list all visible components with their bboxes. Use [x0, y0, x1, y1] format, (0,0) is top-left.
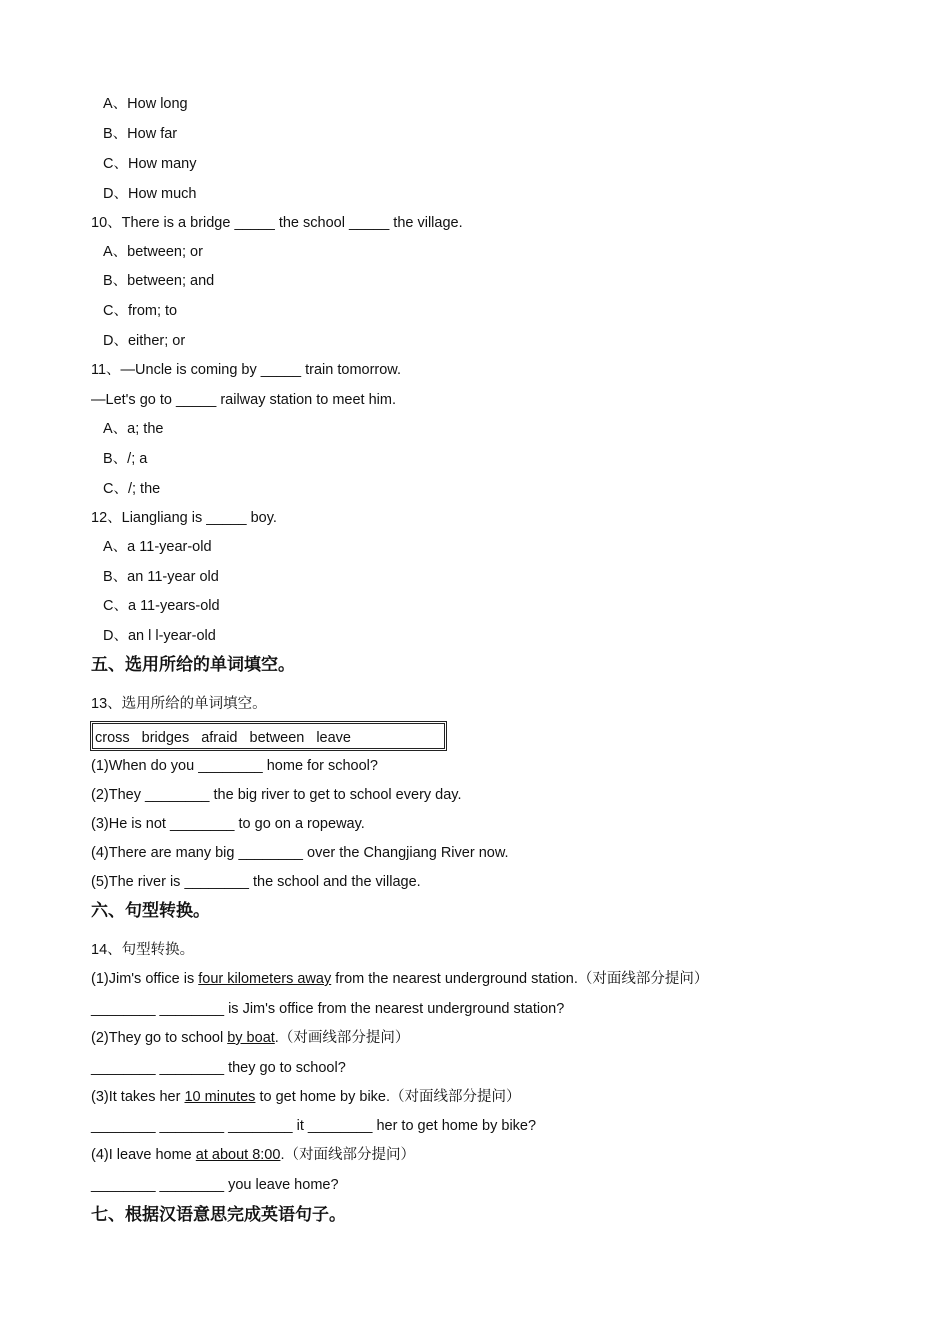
word-bank — [95, 728, 363, 748]
q12-option-a: A、a 11-year-old — [103, 539, 212, 555]
q13-item-1: (1)When do you ________ home for school? — [91, 758, 378, 774]
underlined-phrase: four kilometers away — [198, 971, 332, 987]
q10-option-b: B、between; and — [103, 273, 215, 289]
q13-item-3: (3)He is not ________ to go on a ropeway. — [91, 816, 365, 832]
q10-option-a: A、between; or — [103, 244, 203, 260]
q9-option-d: D、How much — [103, 186, 197, 202]
q14-item-1: (1)Jim's office is four kilometers away from the nearest underground station.（对面线部分提问） — [91, 971, 709, 987]
q10-question: 10、There is a bridge _____ the school _____ the village. — [91, 215, 463, 231]
q14-item-2: (2)They go to school by boat.（对画线部分提问） — [91, 1030, 410, 1046]
word-bank-box — [90, 721, 447, 751]
q14-title: 14、句型转换。 — [91, 942, 195, 958]
word-bank-item: bridges — [141, 730, 190, 746]
q11-line2: —Let's go to _____ railway station to meet him. — [91, 392, 397, 408]
q14-answer-3: ________ ________ ________ it ________ her to get home by bike? — [91, 1118, 537, 1134]
q12-question: 12、Liangliang is _____ boy. — [91, 510, 277, 526]
q13-title: 13、选用所给的单词填空。 — [91, 696, 267, 712]
q10-option-d: D、either; or — [103, 333, 186, 349]
q14-answer-4: ________ ________ you leave home? — [91, 1177, 339, 1193]
word-bank-item: leave — [316, 730, 351, 746]
word-bank-item: cross — [95, 730, 130, 746]
section7-title: 七、根据汉语意思完成英语句子。 — [91, 1205, 346, 1225]
q9-option-a: A、How long — [103, 96, 188, 112]
q12-option-d: D、an l l-year-old — [103, 628, 216, 644]
q12-option-c: C、a 11-years-old — [103, 598, 220, 614]
q11-option-b: B、/; a — [103, 451, 148, 467]
word-bank-item: between — [249, 730, 305, 746]
q14-answer-1: ________ ________ is Jim's office from the nearest underground station? — [91, 1001, 565, 1017]
q13-item-5: (5)The river is ________ the school and the village. — [91, 874, 421, 890]
q14-answer-2: ________ ________ they go to school? — [91, 1060, 346, 1076]
q11-option-a: A、a; the — [103, 421, 164, 437]
q11-option-c: C、/; the — [103, 481, 161, 497]
q11-line1: 11、—Uncle is coming by _____ train tomorrow. — [91, 362, 402, 378]
section5-title: 五、选用所给的单词填空。 — [91, 655, 295, 675]
q13-item-2: (2)They ________ the big river to get to school every day. — [91, 787, 462, 803]
underlined-phrase: at about 8:00 — [195, 1147, 281, 1163]
q10-option-c: C、from; to — [103, 303, 178, 319]
q12-option-b: B、an 11-year old — [103, 569, 219, 585]
q13-item-4: (4)There are many big ________ over the Changjiang River now. — [91, 845, 509, 861]
underlined-phrase: by boat — [227, 1030, 275, 1046]
q14-item-4: (4)I leave home at about 8:00.（对面线部分提问） — [91, 1147, 415, 1163]
word-bank-item: afraid — [201, 730, 238, 746]
underlined-phrase: 10 minutes — [184, 1089, 256, 1105]
q14-item-3: (3)It takes her 10 minutes to get home by bike.（对面线部分提问） — [91, 1089, 521, 1105]
section6-title: 六、句型转换。 — [91, 901, 210, 921]
q9-option-b: B、How far — [103, 126, 178, 142]
q9-option-c: C、How many — [103, 156, 197, 172]
